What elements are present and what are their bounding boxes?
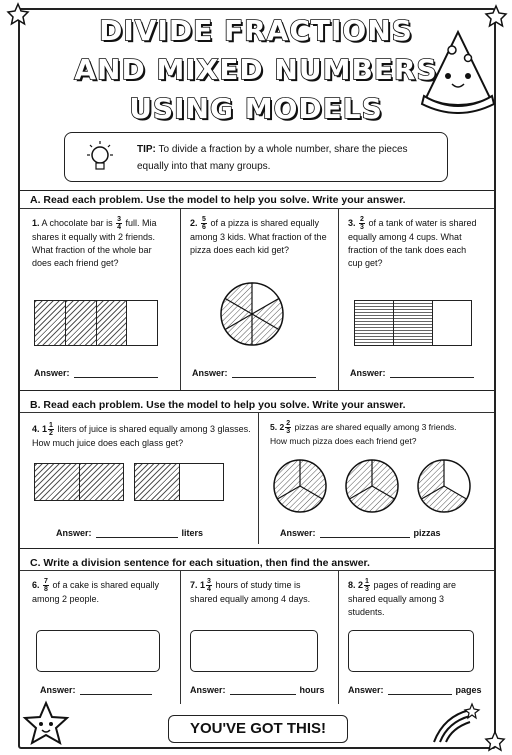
answer-2: Answer: (192, 368, 320, 378)
tip-box (64, 132, 448, 182)
answer-line[interactable] (390, 369, 474, 378)
encouragement-banner: YOU'VE GOT THIS! (168, 715, 348, 743)
section-b-rule (20, 412, 494, 413)
section-c-divider (20, 548, 494, 549)
answer-line[interactable] (74, 369, 158, 378)
title-line-1: DIVIDE FRACTIONS (99, 14, 413, 47)
answer-line[interactable] (320, 529, 410, 538)
problem-5: 5. 2 $\frac{2}{3}$ pizzas are shared equally among 3 friends. How much pizza does each friend get? (270, 420, 457, 446)
problem-4: 4. 1 $\frac{1}{2}$ liters of juice is shared equally among 3 glasses. How much juice does each glass get? (32, 422, 251, 448)
tip-label: TIP: (137, 144, 156, 155)
lightbulb-icon (83, 139, 117, 177)
work-box[interactable] (36, 630, 160, 672)
pizza-icon (418, 28, 498, 114)
section-a-heading: A. Read each problem. Use the model to help you solve. Write your answer. (30, 194, 406, 206)
problem-2: 2. $\frac{5}{6}$ of a pizza is shared equally among 3 kids. What fraction of the pizza does each kid get? (190, 216, 327, 255)
fraction: $\frac{3}{4}$ (207, 578, 211, 593)
section-b-heading: B. Read each problem. Use the model to help you solve. Write your answer. (30, 399, 406, 411)
section-a-divider (20, 190, 494, 191)
section-b-divider (20, 390, 494, 391)
fraction-bar-model (134, 463, 224, 501)
fraction: $\frac{1}{2}$ (49, 422, 53, 437)
answer-5: Answer: pizzas (280, 528, 441, 538)
tip-text (137, 141, 437, 175)
work-box[interactable] (190, 630, 318, 672)
answer-1: Answer: (34, 368, 162, 378)
answer-7: Answer: hours (190, 685, 325, 695)
fraction: $\frac{3}{4}$ (117, 216, 121, 231)
star-icon (484, 730, 506, 752)
pizza-circle-models (272, 458, 472, 514)
problem-1: 1. A chocolate bar is $\frac{3}{4}$ full. Mia shares it equally with 2 friends. What fraction of the whole bar does each friend get? (32, 216, 157, 268)
work-box[interactable] (348, 630, 474, 672)
divider (338, 208, 339, 390)
smiling-star-icon (22, 700, 70, 748)
fraction-bar-model (34, 300, 158, 346)
title-line-2: AND MIXED NUMBERS (74, 53, 438, 86)
divider (258, 412, 259, 544)
answer-line[interactable] (232, 369, 316, 378)
fraction: $\frac{1}{3}$ (365, 578, 369, 593)
fraction-bar-model (354, 300, 472, 346)
problem-6: 6. $\frac{7}{8}$ of a cake is shared equally among 2 people. (32, 578, 160, 604)
answer-line[interactable] (230, 686, 296, 695)
problem-3: 3. $\frac{2}{3}$ of a tank of water is shared equally among 4 cups. What fraction of the tank does each cup get? (348, 216, 477, 268)
rainbow-icon (430, 702, 482, 746)
divider (180, 208, 181, 390)
problem-8: 8. 2 $\frac{1}{3}$ pages of reading are shared equally among 3 students. (348, 578, 457, 617)
fraction: $\frac{2}{3}$ (360, 216, 364, 231)
answer-line[interactable] (388, 686, 452, 695)
section-c-rule (20, 570, 494, 571)
answer-4: Answer: liters (56, 528, 204, 538)
divider (338, 570, 339, 704)
title-line-3: USING MODELS (129, 92, 383, 125)
fraction-bar-model (34, 463, 124, 501)
section-c-heading: C. Write a division sentence for each situation, then find the answer. (30, 557, 370, 569)
answer-3: Answer: (350, 368, 478, 378)
tip-body: To divide a fraction by a whole number, share the pieces equally into that many groups. (137, 144, 408, 172)
answer-6: Answer: (40, 685, 156, 695)
problem-7: 7. 1 $\frac{3}{4}$ hours of study time is shared equally among 4 days. (190, 578, 311, 604)
fraction: $\frac{5}{6}$ (202, 216, 206, 231)
section-a-rule (20, 208, 494, 209)
fraction: $\frac{7}{8}$ (44, 578, 48, 593)
fraction: $\frac{2}{3}$ (286, 420, 291, 435)
fraction-circle-model (218, 280, 286, 348)
answer-line[interactable] (96, 529, 178, 538)
divider (180, 570, 181, 704)
answer-line[interactable] (80, 686, 152, 695)
answer-8: Answer: pages (348, 685, 482, 695)
